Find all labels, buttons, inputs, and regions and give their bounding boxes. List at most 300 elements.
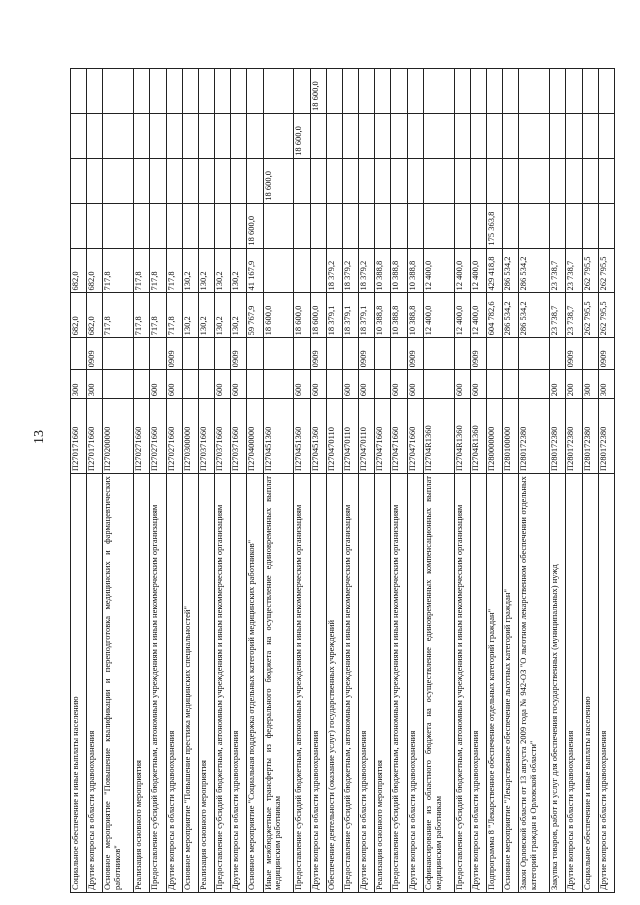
- cell-csr: П270470110: [326, 399, 342, 474]
- cell-rzpr: [454, 338, 470, 370]
- cell-sum6: [263, 69, 294, 114]
- cell-rzpr: [550, 338, 566, 370]
- cell-rzpr: [391, 338, 407, 370]
- cell-sum4: [454, 158, 470, 203]
- cell-sum2: [263, 248, 294, 293]
- cell-sum4: [166, 158, 182, 203]
- cell-sum4: [582, 158, 598, 203]
- cell-sum2: [310, 248, 326, 293]
- cell-sum4: [182, 158, 198, 203]
- cell-sum5: [503, 114, 519, 159]
- cell-rzpr: [71, 338, 87, 370]
- cell-vr: 600: [166, 370, 182, 399]
- cell-rzpr: [247, 338, 263, 370]
- cell-csr: П280172380: [582, 399, 598, 474]
- cell-sum6: [519, 69, 550, 114]
- cell-vr: 200: [550, 370, 566, 399]
- table-row: [71, 69, 87, 893]
- cell-sum6: [486, 69, 502, 114]
- cell-sum1: 717,8: [166, 293, 182, 338]
- cell-sum4: [598, 158, 614, 203]
- cell-sum1: 717,8: [103, 293, 134, 338]
- cell-sum3: [503, 203, 519, 248]
- cell-sum4: [486, 158, 502, 203]
- table-row: [342, 69, 358, 893]
- cell-name: Реализация основного мероприятия: [134, 474, 150, 893]
- cell-sum5: [407, 114, 423, 159]
- cell-sum6: [134, 69, 150, 114]
- cell-vr: 600: [310, 370, 326, 399]
- cell-name: Другие вопросы в области здравоохранения: [566, 474, 582, 893]
- cell-csr: П270171660: [71, 399, 87, 474]
- cell-sum1: 18 600,0: [310, 293, 326, 338]
- cell-name: Закупка товаров, работ и услуг для обеспечения государственных (муниципальных) нужд: [550, 474, 566, 893]
- table-row: [263, 69, 294, 893]
- cell-sum6: [326, 69, 342, 114]
- cell-sum6: [598, 69, 614, 114]
- cell-name: Другие вопросы в области здравоохранения: [310, 474, 326, 893]
- cell-csr: П270200000: [103, 399, 134, 474]
- cell-sum3: [519, 203, 550, 248]
- table-row: [423, 69, 454, 893]
- cell-sum4: [310, 158, 326, 203]
- cell-sum2: 41 167,9: [247, 248, 263, 293]
- table-row: [454, 69, 470, 893]
- table-row: [486, 69, 502, 893]
- cell-csr: П270271660: [166, 399, 182, 474]
- cell-vr: [519, 370, 550, 399]
- cell-sum1: 18 379,1: [342, 293, 358, 338]
- cell-sum6: [342, 69, 358, 114]
- cell-sum6: [87, 69, 103, 114]
- cell-name: Другие вопросы в области здравоохранения: [470, 474, 486, 893]
- cell-vr: [486, 370, 502, 399]
- cell-name: Другие вопросы в области здравоохранения: [231, 474, 247, 893]
- cell-csr: П270451360: [263, 399, 294, 474]
- cell-sum5: [519, 114, 550, 159]
- cell-name: Реализация основного мероприятия: [198, 474, 214, 893]
- cell-name: Закон Орловской области от 13 августа 2009 года № 942-ОЗ "О льготном лекарственном обеспечении отдельных категорий граждан в Орловской области": [519, 474, 550, 893]
- cell-csr: П2704R1360: [423, 399, 454, 474]
- cell-csr: П270471660: [375, 399, 391, 474]
- cell-name: Предоставление субсидий бюджетным, автономным учреждениям и иным некоммерческим организациям: [215, 474, 231, 893]
- table-row: [407, 69, 423, 893]
- cell-sum1: 262 795,5: [582, 293, 598, 338]
- cell-vr: [503, 370, 519, 399]
- cell-csr: П270400000: [247, 399, 263, 474]
- cell-sum2: 12 400,0: [423, 248, 454, 293]
- cell-sum4: [326, 158, 342, 203]
- cell-sum4: [519, 158, 550, 203]
- cell-rzpr: 0909: [407, 338, 423, 370]
- cell-csr: П280172380: [566, 399, 582, 474]
- cell-vr: 600: [454, 370, 470, 399]
- cell-sum2: 262 795,5: [598, 248, 614, 293]
- cell-vr: [263, 370, 294, 399]
- cell-sum2: 717,8: [103, 248, 134, 293]
- cell-sum3: 175 363,8: [486, 203, 502, 248]
- cell-vr: 600: [391, 370, 407, 399]
- cell-vr: [134, 370, 150, 399]
- table-row: [359, 69, 375, 893]
- cell-sum4: [150, 158, 166, 203]
- cell-sum5: [87, 114, 103, 159]
- cell-sum4: [423, 158, 454, 203]
- cell-sum4: [87, 158, 103, 203]
- table-row: [566, 69, 582, 893]
- cell-sum4: 18 600,0: [263, 158, 294, 203]
- cell-rzpr: 0909: [231, 338, 247, 370]
- cell-name: Предоставление субсидий бюджетным, автономным учреждениям и иным некоммерческим организациям: [294, 474, 310, 893]
- cell-csr: П270451360: [294, 399, 310, 474]
- cell-csr: П2704R1360: [470, 399, 486, 474]
- cell-name: Предоставление субсидий бюджетным, автономным учреждениям и иным некоммерческим организациям: [342, 474, 358, 893]
- cell-sum4: [550, 158, 566, 203]
- cell-sum3: [310, 203, 326, 248]
- cell-sum5: [263, 114, 294, 159]
- cell-sum1: 130,2: [231, 293, 247, 338]
- cell-sum4: [407, 158, 423, 203]
- cell-sum6: [182, 69, 198, 114]
- cell-sum5: [342, 114, 358, 159]
- cell-sum2: 717,8: [134, 248, 150, 293]
- cell-sum5: [359, 114, 375, 159]
- table-row: [103, 69, 134, 893]
- cell-sum3: [582, 203, 598, 248]
- cell-sum3: [407, 203, 423, 248]
- cell-vr: 300: [71, 370, 87, 399]
- cell-vr: 600: [359, 370, 375, 399]
- cell-sum1: 23 738,7: [550, 293, 566, 338]
- cell-sum5: [582, 114, 598, 159]
- cell-sum2: 682,0: [71, 248, 87, 293]
- cell-sum1: 130,2: [198, 293, 214, 338]
- cell-vr: 300: [598, 370, 614, 399]
- cell-sum5: [566, 114, 582, 159]
- cell-sum6: [407, 69, 423, 114]
- cell-vr: [247, 370, 263, 399]
- cell-sum1: 682,0: [71, 293, 87, 338]
- cell-sum1: 717,8: [134, 293, 150, 338]
- cell-sum2: 12 400,0: [470, 248, 486, 293]
- cell-csr: П280100000: [503, 399, 519, 474]
- cell-sum1: 23 738,7: [566, 293, 582, 338]
- cell-rzpr: [103, 338, 134, 370]
- cell-sum6: [231, 69, 247, 114]
- cell-sum2: 717,8: [166, 248, 182, 293]
- cell-vr: 300: [582, 370, 598, 399]
- cell-sum5: [198, 114, 214, 159]
- table-row: [598, 69, 614, 893]
- cell-csr: П280000000: [486, 399, 502, 474]
- cell-csr: П2704R1360: [454, 399, 470, 474]
- cell-sum3: [342, 203, 358, 248]
- cell-sum6: [503, 69, 519, 114]
- cell-sum4: [359, 158, 375, 203]
- cell-sum3: [182, 203, 198, 248]
- cell-sum6: [247, 69, 263, 114]
- cell-sum1: 717,8: [150, 293, 166, 338]
- cell-sum6: [566, 69, 582, 114]
- cell-sum3: [71, 203, 87, 248]
- cell-rzpr: [486, 338, 502, 370]
- cell-sum3: [375, 203, 391, 248]
- table-row: [198, 69, 214, 893]
- cell-rzpr: [150, 338, 166, 370]
- table-row: [391, 69, 407, 893]
- cell-csr: П280172380: [598, 399, 614, 474]
- table-row: [215, 69, 231, 893]
- cell-name: Предоставление субсидий бюджетным, автономным учреждениям и иным некоммерческим организациям: [150, 474, 166, 893]
- cell-sum5: [326, 114, 342, 159]
- cell-sum2: 10 388,8: [407, 248, 423, 293]
- cell-name: Предоставление субсидий бюджетным, автономным учреждениям и иным некоммерческим организациям: [391, 474, 407, 893]
- cell-sum5: [423, 114, 454, 159]
- cell-sum1: 682,0: [87, 293, 103, 338]
- cell-sum3: [454, 203, 470, 248]
- cell-name: Другие вопросы в области здравоохранения: [87, 474, 103, 893]
- cell-name: Основное мероприятие "Лекарственное обеспечение льготных категорий граждан": [503, 474, 519, 893]
- cell-rzpr: [503, 338, 519, 370]
- cell-name: Подпрограмма 8 "Лекарственное обеспечение отдельных категорий граждан": [486, 474, 502, 893]
- table-row: [182, 69, 198, 893]
- cell-rzpr: [182, 338, 198, 370]
- cell-rzpr: 0909: [566, 338, 582, 370]
- budget-table: [70, 68, 615, 893]
- cell-sum6: [294, 69, 310, 114]
- cell-sum5: [166, 114, 182, 159]
- cell-sum2: [294, 248, 310, 293]
- cell-sum5: [231, 114, 247, 159]
- table-row: [503, 69, 519, 893]
- cell-sum1: 18 379,1: [326, 293, 342, 338]
- cell-sum3: 18 600,0: [247, 203, 263, 248]
- cell-sum6: [359, 69, 375, 114]
- cell-rzpr: [198, 338, 214, 370]
- cell-name: Иные межбюджетные трансферты из федерального бюджета на осуществление единовременных выплат медицинским работникам: [263, 474, 294, 893]
- cell-rzpr: [423, 338, 454, 370]
- cell-csr: П270171660: [87, 399, 103, 474]
- cell-sum2: 10 388,8: [375, 248, 391, 293]
- cell-vr: [103, 370, 134, 399]
- cell-name: Обеспечение деятельности (оказание услуг) государственных учреждений: [326, 474, 342, 893]
- cell-sum4: [231, 158, 247, 203]
- cell-name: Софинансирование из областного бюджета на осуществление единовременных компенсационных выплат медицинским работникам: [423, 474, 454, 893]
- cell-sum3: [550, 203, 566, 248]
- cell-sum5: [150, 114, 166, 159]
- cell-sum4: [134, 158, 150, 203]
- cell-sum6: [391, 69, 407, 114]
- cell-sum3: [359, 203, 375, 248]
- cell-sum6: [470, 69, 486, 114]
- cell-csr: П270300000: [182, 399, 198, 474]
- cell-sum5: [375, 114, 391, 159]
- cell-sum1: 286 534,2: [519, 293, 550, 338]
- rotated-table-wrapper: [70, 68, 615, 893]
- table-row: [470, 69, 486, 893]
- cell-sum1: 12 400,0: [423, 293, 454, 338]
- cell-sum3: [391, 203, 407, 248]
- cell-sum5: [454, 114, 470, 159]
- cell-sum4: [342, 158, 358, 203]
- cell-csr: П270371660: [231, 399, 247, 474]
- cell-vr: 600: [342, 370, 358, 399]
- cell-sum1: 12 400,0: [470, 293, 486, 338]
- cell-sum6: [166, 69, 182, 114]
- table-row: [231, 69, 247, 893]
- cell-vr: [198, 370, 214, 399]
- cell-rzpr: 0909: [87, 338, 103, 370]
- cell-sum4: [566, 158, 582, 203]
- cell-vr: 600: [150, 370, 166, 399]
- table-row: [550, 69, 566, 893]
- cell-sum1: 12 400,0: [454, 293, 470, 338]
- cell-sum3: [166, 203, 182, 248]
- cell-vr: 600: [231, 370, 247, 399]
- cell-vr: 600: [294, 370, 310, 399]
- cell-csr: П280172380: [550, 399, 566, 474]
- cell-csr: П270371660: [215, 399, 231, 474]
- cell-sum1: 18 600,0: [263, 293, 294, 338]
- cell-name: Основное мероприятие "Повышение престижа медицинских специальностей": [182, 474, 198, 893]
- cell-sum4: [375, 158, 391, 203]
- cell-sum3: [215, 203, 231, 248]
- cell-sum2: 286 534,2: [519, 248, 550, 293]
- cell-sum5: [598, 114, 614, 159]
- table-row: [247, 69, 263, 893]
- cell-sum5: [470, 114, 486, 159]
- cell-sum2: 717,8: [150, 248, 166, 293]
- cell-sum3: [103, 203, 134, 248]
- cell-name: Социальное обеспечение и иные выплаты населению: [71, 474, 87, 893]
- cell-sum3: [134, 203, 150, 248]
- cell-sum6: [582, 69, 598, 114]
- cell-sum5: [310, 114, 326, 159]
- cell-sum3: [470, 203, 486, 248]
- cell-sum4: [198, 158, 214, 203]
- cell-sum3: [87, 203, 103, 248]
- cell-sum4: [71, 158, 87, 203]
- table-row: [310, 69, 326, 893]
- cell-sum1: 604 782,6: [486, 293, 502, 338]
- cell-csr: П270470110: [342, 399, 358, 474]
- cell-name: Другие вопросы в области здравоохранения: [407, 474, 423, 893]
- cell-sum2: 429 418,8: [486, 248, 502, 293]
- cell-vr: [182, 370, 198, 399]
- cell-rzpr: [519, 338, 550, 370]
- cell-csr: П270371660: [198, 399, 214, 474]
- cell-rzpr: 0909: [598, 338, 614, 370]
- table-row: [375, 69, 391, 893]
- cell-rzpr: [375, 338, 391, 370]
- cell-sum6: [375, 69, 391, 114]
- cell-vr: [375, 370, 391, 399]
- cell-vr: 600: [215, 370, 231, 399]
- cell-sum5: [247, 114, 263, 159]
- cell-sum2: 682,0: [87, 248, 103, 293]
- table-row: [166, 69, 182, 893]
- cell-sum1: 10 388,8: [391, 293, 407, 338]
- cell-sum6: [454, 69, 470, 114]
- cell-rzpr: [582, 338, 598, 370]
- cell-name: Предоставление субсидий бюджетным, автономным учреждениям и иным некоммерческим организациям: [454, 474, 470, 893]
- cell-csr: П270271660: [134, 399, 150, 474]
- cell-rzpr: 0909: [470, 338, 486, 370]
- cell-sum4: [247, 158, 263, 203]
- cell-sum4: [103, 158, 134, 203]
- cell-sum6: 18 600,0: [310, 69, 326, 114]
- cell-rzpr: [263, 338, 294, 370]
- cell-sum2: 286 534,2: [503, 248, 519, 293]
- table-row: [326, 69, 342, 893]
- cell-vr: [423, 370, 454, 399]
- cell-sum2: 10 388,8: [391, 248, 407, 293]
- cell-rzpr: [294, 338, 310, 370]
- cell-sum3: [423, 203, 454, 248]
- cell-sum4: [294, 158, 310, 203]
- cell-csr: П270451360: [310, 399, 326, 474]
- cell-sum2: 18 379,2: [326, 248, 342, 293]
- cell-sum6: [103, 69, 134, 114]
- cell-sum5: [391, 114, 407, 159]
- cell-vr: 600: [407, 370, 423, 399]
- cell-sum4: [391, 158, 407, 203]
- cell-sum1: 18 600,0: [294, 293, 310, 338]
- table-row: [87, 69, 103, 893]
- cell-csr: П270471660: [391, 399, 407, 474]
- cell-sum1: 130,2: [215, 293, 231, 338]
- cell-sum1: 10 388,8: [407, 293, 423, 338]
- cell-sum5: [550, 114, 566, 159]
- cell-sum6: [423, 69, 454, 114]
- cell-rzpr: [134, 338, 150, 370]
- cell-sum2: 23 738,7: [566, 248, 582, 293]
- cell-sum3: [150, 203, 166, 248]
- table-row: [134, 69, 150, 893]
- cell-sum4: [470, 158, 486, 203]
- cell-sum2: 18 379,2: [359, 248, 375, 293]
- cell-rzpr: 0909: [310, 338, 326, 370]
- cell-sum4: [503, 158, 519, 203]
- cell-sum3: [263, 203, 294, 248]
- cell-sum3: [294, 203, 310, 248]
- cell-sum3: [566, 203, 582, 248]
- cell-sum3: [198, 203, 214, 248]
- cell-rzpr: [342, 338, 358, 370]
- cell-sum1: 262 795,5: [598, 293, 614, 338]
- cell-name: Другие вопросы в области здравоохранения: [166, 474, 182, 893]
- cell-sum5: [215, 114, 231, 159]
- table-row: [519, 69, 550, 893]
- cell-csr: П270471660: [407, 399, 423, 474]
- cell-sum3: [231, 203, 247, 248]
- cell-sum1: 10 388,8: [375, 293, 391, 338]
- cell-vr: 600: [470, 370, 486, 399]
- cell-rzpr: 0909: [359, 338, 375, 370]
- cell-rzpr: [215, 338, 231, 370]
- cell-sum1: 286 534,2: [503, 293, 519, 338]
- cell-sum5: [486, 114, 502, 159]
- cell-sum5: [103, 114, 134, 159]
- cell-csr: П270271660: [150, 399, 166, 474]
- table-row: [150, 69, 166, 893]
- cell-sum2: 130,2: [231, 248, 247, 293]
- page-number: 13: [32, 430, 47, 444]
- cell-name: Основное мероприятие "Повышение квалификации и переподготовка медицинских и фармацевтических работников": [103, 474, 134, 893]
- cell-name: Социальное обеспечение и иные выплаты населению: [582, 474, 598, 893]
- cell-csr: П270470110: [359, 399, 375, 474]
- cell-sum2: 130,2: [182, 248, 198, 293]
